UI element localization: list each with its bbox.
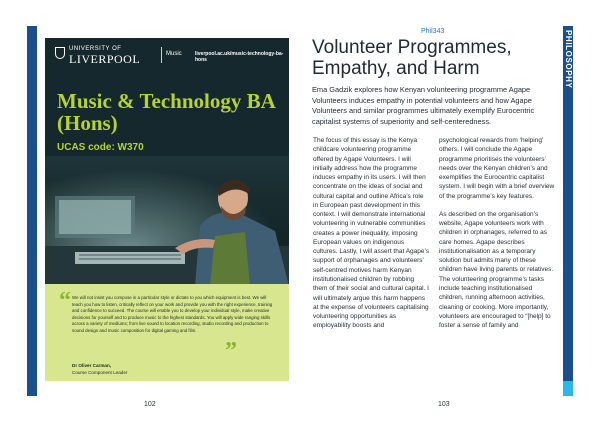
poster-title: Music & Technology BA (Hons) bbox=[57, 89, 275, 135]
quote-author: Dr Oliver Carman, bbox=[72, 363, 112, 368]
open-quote-mark: “ bbox=[59, 288, 71, 314]
right-page-edge-accent bbox=[563, 381, 573, 396]
page-number-right: 103 bbox=[438, 401, 450, 408]
ucas-code: UCAS code: W370 bbox=[57, 142, 144, 153]
page-number-left: 102 bbox=[144, 401, 156, 408]
article-title: Volunteer Programmes, Empathy, and Harm bbox=[312, 37, 512, 79]
article-column-left bbox=[313, 136, 430, 398]
poster-header bbox=[45, 38, 289, 78]
quote-text: We will not insist you compose in a particular style or dictate to you which equipment is best. We will teach you how to listen, critically reflect on your work and provide you with the right experience, training and confidence to succeed. The course will enable you to develop your individual style, make creative decisions for yourself and to produce music to the highest standards. You will apply wide ranging skills across a variety of mediums; from live sound to location recording, studio recording and production to sound design and music composition for digital gaming and film. bbox=[72, 295, 273, 333]
course-poster bbox=[45, 38, 289, 381]
quote-author-role: Course Component Leader bbox=[72, 370, 128, 375]
paragraph: psychological rewards from ‘helping’ others. I will conclude the Agape programme prioritises the volunteers’ needs over the Kenyan children’s and exemplifies the Eurocentric capitalist system. I will begin with a brief overview of the programme’s key features. bbox=[439, 137, 555, 200]
article-column-right bbox=[439, 136, 556, 398]
close-quote-mark: ” bbox=[225, 338, 237, 364]
university-name-line2: LIVERPOOL bbox=[69, 52, 141, 66]
paragraph: The focus of this essay is the Kenya childcare volunteering programme offered by Agape Volunteers. I will initially address how the programme induces empathy in its users. I will then concentrate on the ideas of social and cultural capital and outline Africa’s role in European past development in this context. I will demonstrate international volunteering in vulnerable communities creates a power inequality, imposing European values on indigenous cultures. Lastly, I will assert that Agape’s support of orphanages and volunteers’ self-centred motives harm Kenyan institutionalised children by robbing them of their social and cultural capital. I will ultimately argue this harm happens at the expense of volunteers capitalising volunteering opportunities as employability boosts and bbox=[313, 137, 430, 330]
course-code: Phil343 bbox=[421, 28, 445, 35]
university-name-line1: UNIVERSITY OF bbox=[69, 46, 122, 52]
department-name: Music bbox=[166, 51, 182, 57]
left-page-edge-stripe bbox=[27, 26, 37, 396]
paragraph: As described on the organisation’s website, Agape volunteers work with children in orphanages, referred to as care homes. Agape describes institutionalisation as a temporary solution but admits many of these children have living parents or relatives. The volunteering programme’s tasks include teaching institutionalised children, running afternoon activities, cleaning or cooking. More importantly, volunteers are encouraged to “[help] to foster a sense of family and bbox=[439, 210, 554, 330]
section-label: PHILOSOPHY bbox=[564, 30, 573, 89]
course-url: liverpool.ac.uk/music-technology-ba-hons bbox=[195, 51, 284, 63]
quote-box bbox=[45, 284, 289, 381]
studio-photo bbox=[45, 156, 289, 286]
logo-divider bbox=[161, 47, 162, 63]
university-crest-icon bbox=[55, 47, 65, 59]
article-standfirst: Ema Gadzik explores how Kenyan volunteering programme Agape Volunteers induces empathy in potential volunteers and how Agape Volunteers and similar programmes ultimately exemplify Eurocentric capitalist systems of superiority and self-centeredness. bbox=[312, 85, 535, 126]
